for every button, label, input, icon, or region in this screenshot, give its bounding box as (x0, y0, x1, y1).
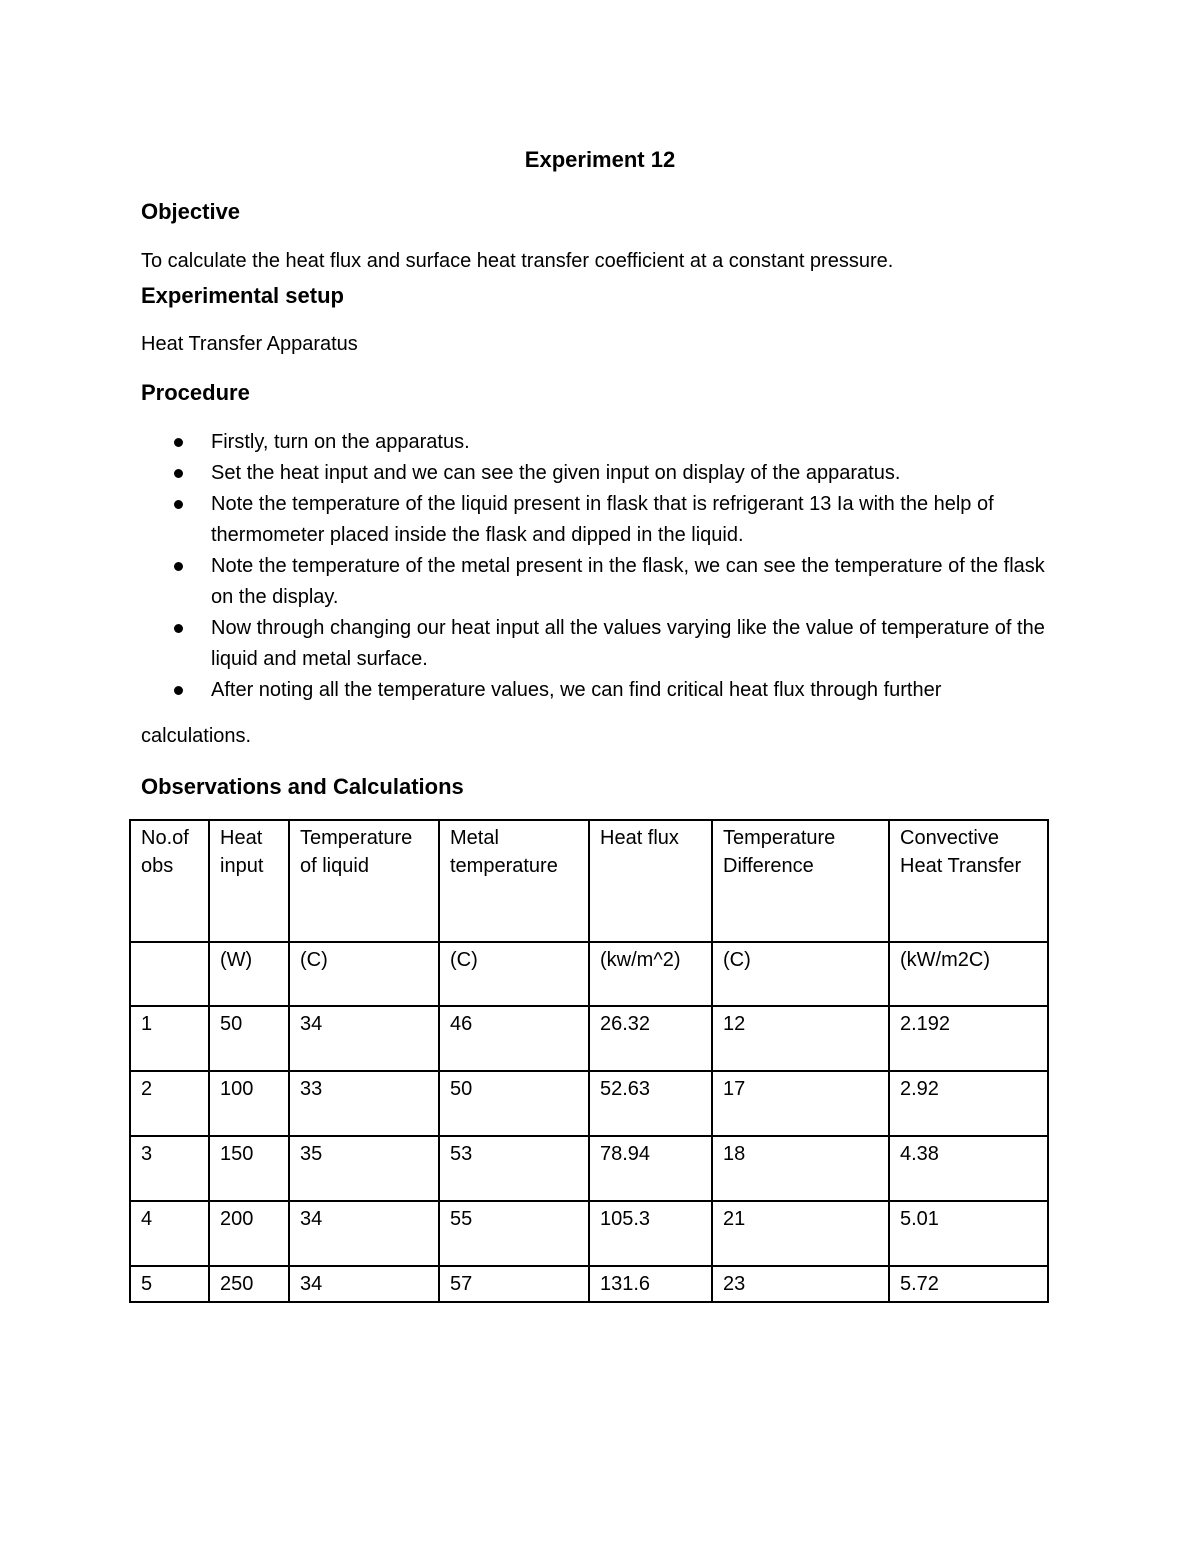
column-header: Temperature of liquid (289, 820, 439, 942)
procedure-continuation: calculations. (141, 725, 252, 747)
unit-cell: (W) (209, 942, 289, 1006)
table-header-row (130, 820, 1048, 942)
procedure-step-text: Note the temperature of the liquid present in flask that is refrigerant 13 Ia with the help of thermometer placed inside the flask and dipped in the liquid. (211, 493, 994, 546)
table-cell: 18 (712, 1136, 889, 1201)
table-cell: 55 (439, 1201, 589, 1266)
table-cell: 2.92 (889, 1071, 1048, 1136)
table-cell: 57 (439, 1266, 589, 1302)
table-cell: 105.3 (589, 1201, 712, 1266)
setup-text: Heat Transfer Apparatus (141, 333, 358, 355)
table-cell: 5 (130, 1266, 209, 1302)
table-cell: 52.63 (589, 1071, 712, 1136)
table-cell: 33 (289, 1071, 439, 1136)
procedure-step (141, 551, 1071, 613)
procedure-step-text: Now through changing our heat input all the values varying like the value of temperature of the liquid and metal surface. (211, 617, 1045, 670)
procedure-step (141, 675, 1071, 706)
bullet-icon (174, 469, 183, 478)
procedure-step (141, 489, 1071, 551)
column-header: Heat input (209, 820, 289, 942)
table-cell: 1 (130, 1006, 209, 1071)
table-cell: 34 (289, 1006, 439, 1071)
unit-cell (130, 942, 209, 1006)
table-cell: 78.94 (589, 1136, 712, 1201)
table-cell: 50 (439, 1071, 589, 1136)
procedure-list (141, 427, 1071, 706)
bullet-icon (174, 562, 183, 571)
table-cell: 3 (130, 1136, 209, 1201)
table-cell: 34 (289, 1266, 439, 1302)
table-cell: 34 (289, 1201, 439, 1266)
procedure-step (141, 613, 1071, 675)
column-header: Heat flux (589, 820, 712, 942)
bullet-icon (174, 624, 183, 633)
procedure-step-text: Firstly, turn on the apparatus. (211, 431, 470, 453)
table-cell: 21 (712, 1201, 889, 1266)
procedure-step-text: After noting all the temperature values, we can find critical heat flux through further (211, 679, 942, 701)
table-row (130, 1071, 1048, 1136)
table-cell: 2 (130, 1071, 209, 1136)
procedure-step (141, 458, 1071, 489)
table-cell: 2.192 (889, 1006, 1048, 1071)
unit-cell: (kw/m^2) (589, 942, 712, 1006)
table-row (130, 1006, 1048, 1071)
table-row (130, 1201, 1048, 1266)
table-cell: 35 (289, 1136, 439, 1201)
table-cell: 5.72 (889, 1266, 1048, 1302)
table-cell: 46 (439, 1006, 589, 1071)
table-cell: 250 (209, 1266, 289, 1302)
column-header: Temperature Difference (712, 820, 889, 942)
table-cell: 150 (209, 1136, 289, 1201)
table-cell: 4.38 (889, 1136, 1048, 1201)
unit-cell: (C) (439, 942, 589, 1006)
table-cell: 200 (209, 1201, 289, 1266)
setup-heading: Experimental setup (141, 283, 344, 308)
column-header: Metal temperature (439, 820, 589, 942)
table-cell: 50 (209, 1006, 289, 1071)
table-cell: 4 (130, 1201, 209, 1266)
unit-cell: (C) (289, 942, 439, 1006)
objective-text: To calculate the heat flux and surface heat transfer coefficient at a constant pressure. (141, 250, 894, 272)
observations-table (129, 819, 1049, 1303)
table-cell: 100 (209, 1071, 289, 1136)
procedure-step (141, 427, 1071, 458)
document-title: Experiment 12 (524, 147, 676, 172)
procedure-heading: Procedure (141, 380, 250, 405)
bullet-icon (174, 438, 183, 447)
column-header: Convective Heat Transfer (889, 820, 1048, 942)
procedure-step-text: Set the heat input and we can see the given input on display of the apparatus. (211, 462, 901, 484)
table-cell: 26.32 (589, 1006, 712, 1071)
bullet-icon (174, 500, 183, 509)
table-row (130, 1266, 1048, 1302)
table-cell: 23 (712, 1266, 889, 1302)
unit-cell: (C) (712, 942, 889, 1006)
table-cell: 17 (712, 1071, 889, 1136)
column-header: No.of obs (130, 820, 209, 942)
table-cell: 12 (712, 1006, 889, 1071)
table-units-row (130, 942, 1048, 1006)
bullet-icon (174, 686, 183, 695)
unit-cell: (kW/m2C) (889, 942, 1048, 1006)
procedure-step-text: Note the temperature of the metal present in the flask, we can see the temperature of the flask on the display. (211, 555, 1045, 608)
table-row (130, 1136, 1048, 1201)
table-cell: 131.6 (589, 1266, 712, 1302)
table-cell: 53 (439, 1136, 589, 1201)
observations-heading: Observations and Calculations (141, 774, 464, 799)
objective-heading: Objective (141, 199, 241, 224)
table-cell: 5.01 (889, 1201, 1048, 1266)
